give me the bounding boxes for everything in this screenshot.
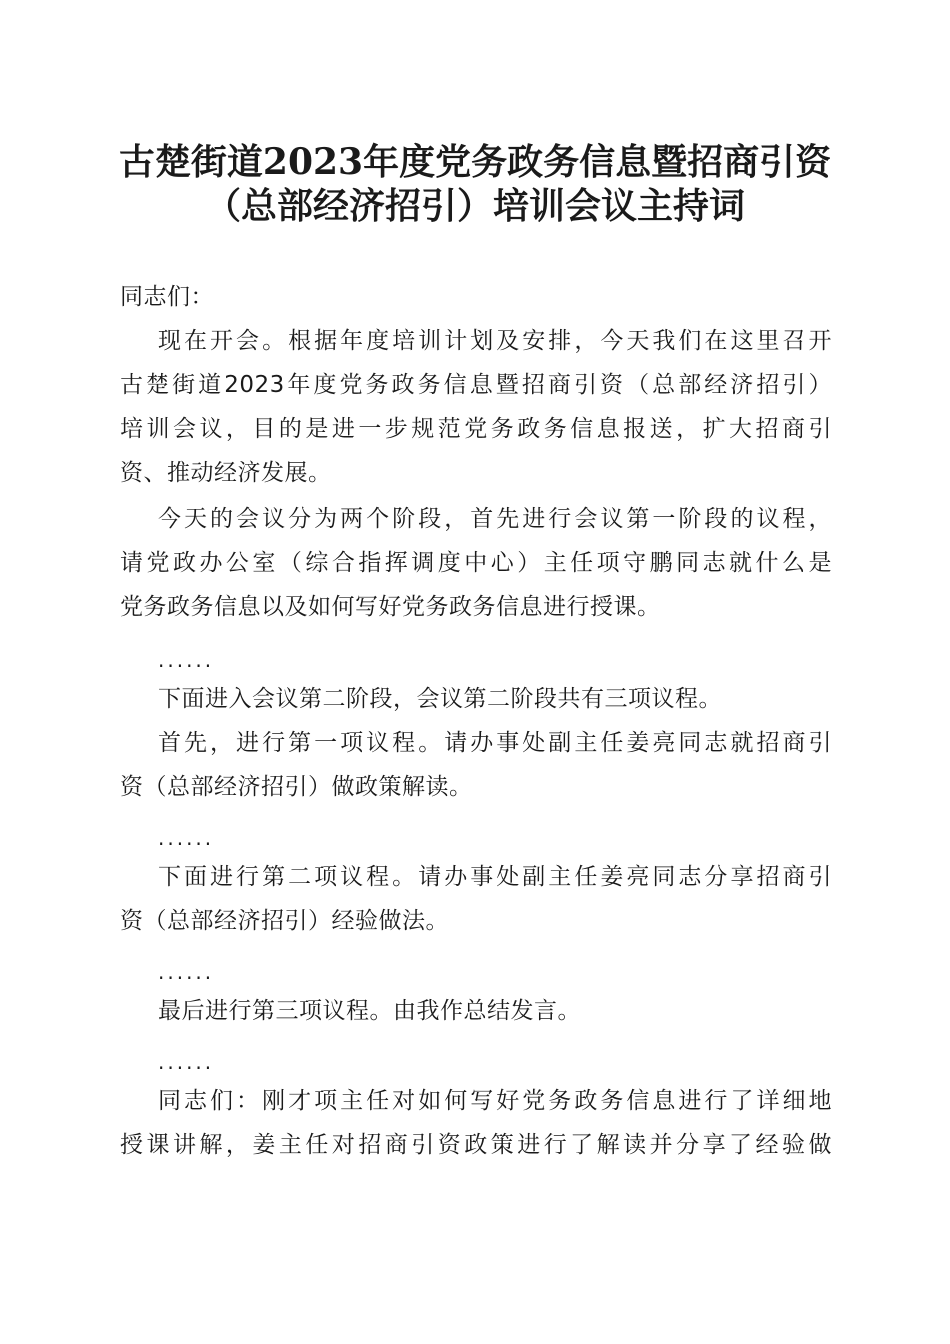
paragraph-line: 请党政办公室（综合指挥调度中心）主任项守鹏同志就什么是 <box>120 550 832 576</box>
paragraph-line: 下面进行第二项议程。请办事处副主任姜亮同志分享招商引 <box>158 864 832 890</box>
paragraph-line: 首先，进行第一项议程。请办事处副主任姜亮同志就招商引 <box>158 730 832 756</box>
document-title-line-1: 古楚街道2023年度党务政务信息暨招商引资 <box>118 141 832 183</box>
ellipsis-separator: ...... <box>158 960 215 984</box>
paragraph-line: 同志们：刚才项主任对如何写好党务政务信息进行了详细地 <box>158 1088 832 1114</box>
paragraph-line: 资、推动经济发展。 <box>120 460 332 486</box>
paragraph-line: 今天的会议分为两个阶段，首先进行会议第一阶段的议程， <box>158 506 832 532</box>
paragraph-line: 授课讲解，姜主任对招商引资政策进行了解读并分享了经验做 <box>120 1132 832 1158</box>
paragraph-line: 培训会议，目的是进一步规范党务政务信息报送，扩大招商引 <box>120 416 832 442</box>
paragraph-line: 古楚街道2023年度党务政务信息暨招商引资（总部经济招引） <box>120 372 832 398</box>
paragraph-line: 最后进行第三项议程。由我作总结发言。 <box>158 998 581 1024</box>
paragraph-line: 党务政务信息以及如何写好党务政务信息进行授课。 <box>120 594 661 620</box>
paragraph-line: 下面进入会议第二阶段，会议第二阶段共有三项议程。 <box>158 686 722 712</box>
ellipsis-separator: ...... <box>158 648 215 672</box>
paragraph-line: 现在开会。根据年度培训计划及安排，今天我们在这里召开 <box>158 328 832 354</box>
paragraph-line: 资（总部经济招引）经验做法。 <box>120 908 449 934</box>
ellipsis-separator: ...... <box>158 1050 215 1074</box>
ellipsis-separator: ...... <box>158 826 215 850</box>
document-title-line-2: （总部经济招引）培训会议主持词 <box>204 185 745 227</box>
paragraph-line: 资（总部经济招引）做政策解读。 <box>120 774 473 800</box>
greeting: 同志们： <box>120 284 214 310</box>
